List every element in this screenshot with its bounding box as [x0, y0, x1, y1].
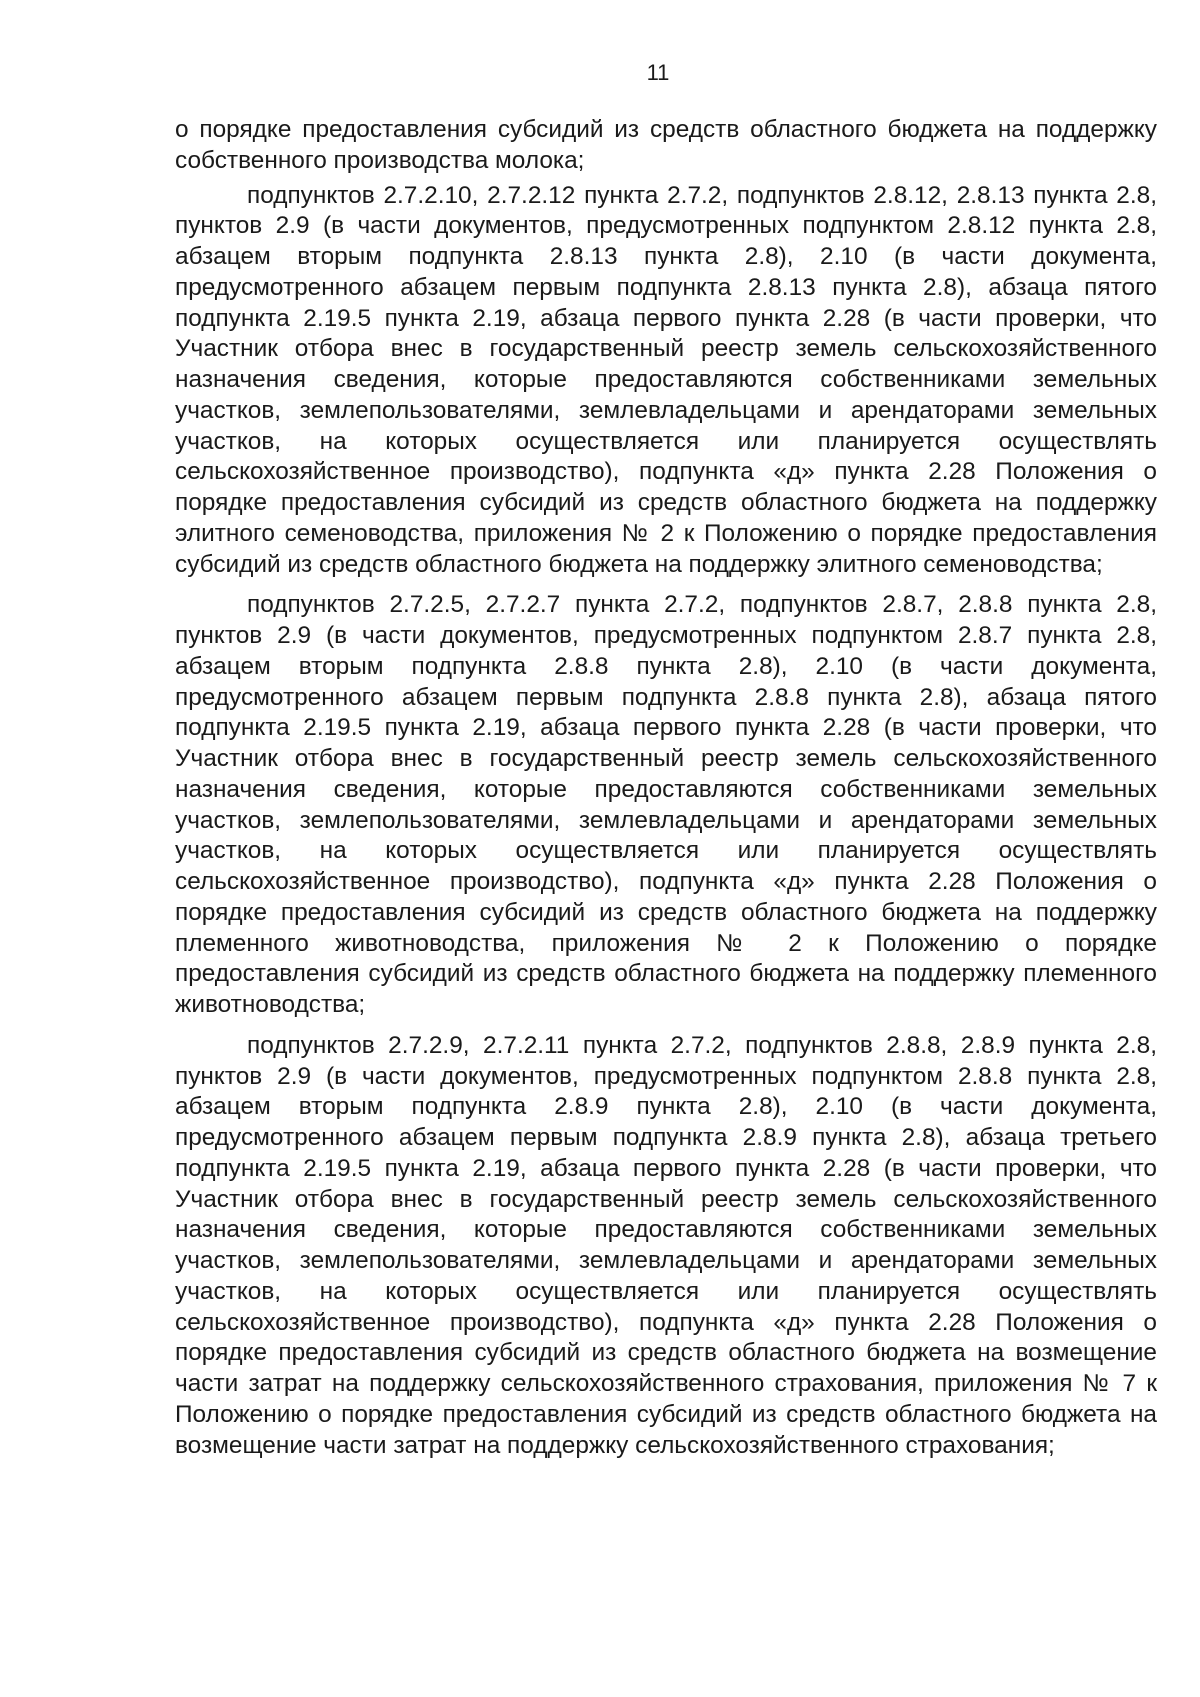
page-number: 11 — [646, 60, 670, 85]
paragraph-continuation: о порядке предоставления субсидий из средств областного бюджета на поддержку собственного производства молока; — [175, 116, 1157, 174]
paragraph-livestock-breeding: подпунктов 2.7.2.5, 2.7.2.7 пункта 2.7.2, подпунктов 2.8.7, 2.8.8 пункта 2.8, пунктов 2.9 (в части документов, предусмотренных подпунктом 2.8.7 пункта 2.8, абзацем вторым подпункта 2.8.8 пункта 2.8), 2.10 (в части документа, предусмотренного абзацем первым подпункта 2.8.8 пункта 2.8), абзаца пятого подпункта 2.19.5 пункта 2.19, абзаца первого пункта 2.28 (в части проверки, что Участник отбора внес в государственный реестр земель сельскохозяйственного назначения сведения, которые предоставляются собственниками земельных участков, землепользователями, землевладельцами и арендаторами земельных участков, на которых осуществляется или планируется осуществлять сельскохозяйственное производство), подпункта «д» пункта 2.28 Положения о порядке предоставления субсидий из средств областного бюджета на поддержку племенного животноводства, приложения № 2 к Положению о порядке предоставления субсидий из средств областного бюджета на поддержку племенного животноводства; — [175, 591, 1157, 1018]
paragraph-agricultural-insurance: подпунктов 2.7.2.9, 2.7.2.11 пункта 2.7.2, подпунктов 2.8.8, 2.8.9 пункта 2.8, пунктов 2.9 (в части документов, предусмотренных подпунктом 2.8.8 пункта 2.8, абзацем вторым подпункта 2.8.9 пункта 2.8), 2.10 (в части документа, предусмотренного абзацем первым подпункта 2.8.9 пункта 2.8), абзаца третьего подпункта 2.19.5 пункта 2.19, абзаца первого пункта 2.28 (в части проверки, что Участник отбора внес в государственный реестр земель сельскохозяйственного назначения сведения, которые предоставляются собственниками земельных участков, землепользователями, землевладельцами и арендаторами земельных участков, на которых осуществляется или планируется осуществлять сельскохозяйственное производство), подпункта «д» пункта 2.28 Положения о порядке предоставления субсидий из средств областного бюджета на возмещение части затрат на поддержку сельскохозяйственного страхования, приложения № 7 к Положению о порядке предоставления субсидий из средств областного бюджета на возмещение части затрат на поддержку сельскохозяйственного страхования; — [175, 1031, 1157, 1459]
paragraph-seed-breeding: подпунктов 2.7.2.10, 2.7.2.12 пункта 2.7.2, подпунктов 2.8.12, 2.8.13 пункта 2.8, пунктов 2.9 (в части документов, предусмотренных подпунктом 2.8.12 пункта 2.8, абзацем вторым подпункта 2.8.13 пункта 2.8), 2.10 (в части документа, предусмотренного абзацем первым подпункта 2.8.13 пункта 2.8), абзаца пятого подпункта 2.19.5 пункта 2.19, абзаца первого пункта 2.28 (в части проверки, что Участник отбора внес в государственный реестр земель сельскохозяйственного назначения сведения, которые предоставляются собственниками земельных участков, землепользователями, землевладельцами и арендаторами земельных участков, на которых осуществляется или планируется осуществлять сельскохозяйственное производство), подпункта «д» пункта 2.28 Положения о порядке предоставления субсидий из средств областного бюджета на поддержку элитного семеноводства, приложения № 2 к Положению о порядке предоставления субсидий из средств областного бюджета на поддержку элитного семеноводства; — [175, 181, 1157, 578]
document-body — [175, 115, 1157, 1461]
